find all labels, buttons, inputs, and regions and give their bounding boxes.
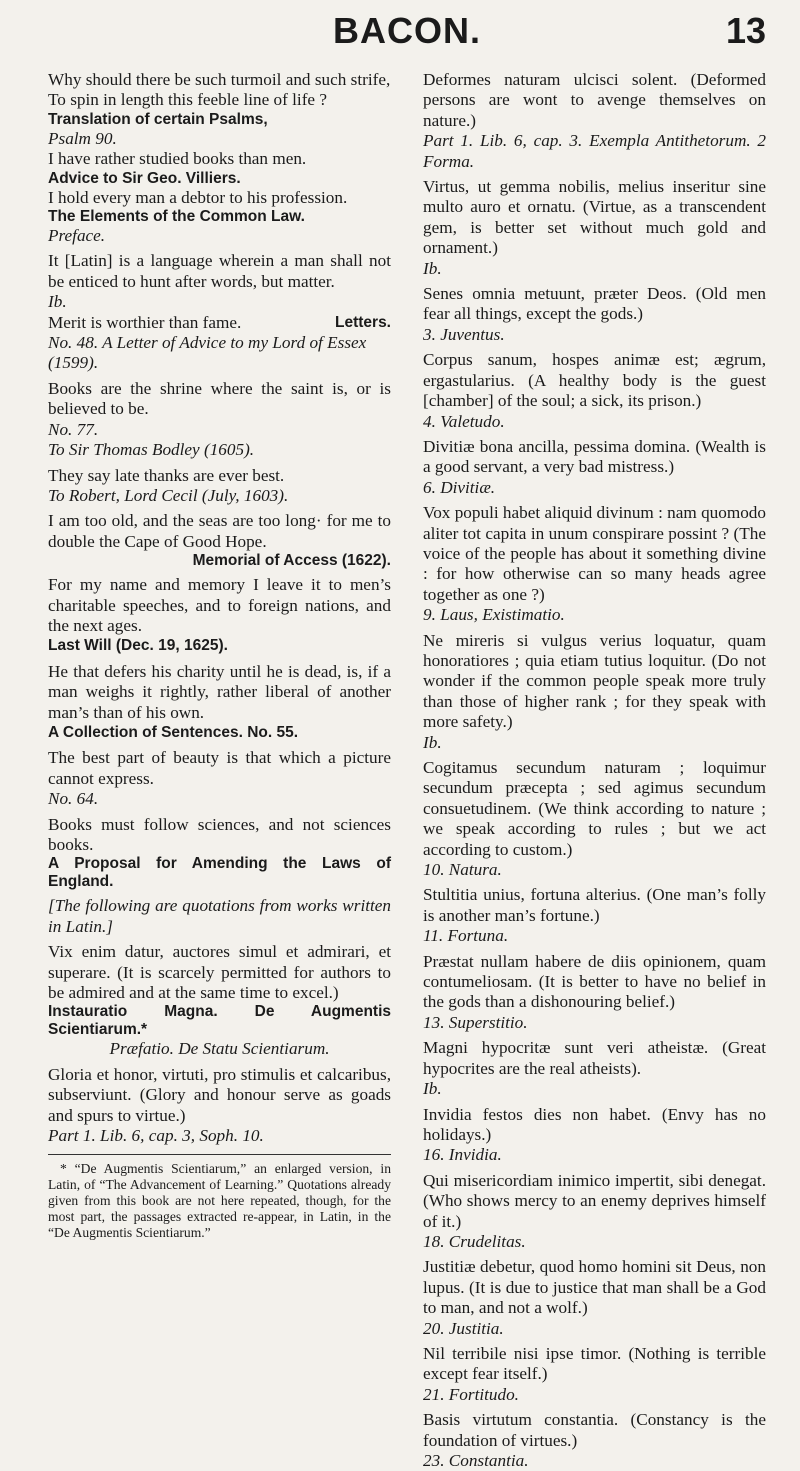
source-citation: 9. Laus, Existimatio.	[423, 605, 565, 625]
quote: It [Latin] is a language wherein a man shall not be enticed to hunt after words, but matter.	[48, 251, 391, 291]
source-citation: 4. Valetudo.	[423, 411, 505, 431]
quote: Books are the shrine where the saint is, or is believed to be.	[48, 378, 391, 419]
source-citation: 18. Crudelitas.	[423, 1231, 526, 1251]
quote: Nil terribile nisi ipse timor. (Nothing is terrible except fear itself.)	[423, 1343, 766, 1384]
quote: For my name and memory I leave it to men’s charitable speeches, and to foreign nations, and the next ages.	[48, 575, 391, 635]
source-heading: Last Will (Dec. 19, 1625).	[48, 637, 228, 655]
quote: Justitiæ debetur, quod homo homini sit Deus, non lupus. (It is due to justice that man shall be a God to man, and not a wolf.)	[423, 1257, 766, 1318]
quote	[48, 313, 391, 333]
left-column	[48, 70, 391, 1471]
quote: They say late thanks are ever best.	[48, 465, 285, 485]
running-title: BACON.	[333, 10, 481, 51]
source-citation: 20. Justitia.	[423, 1318, 504, 1338]
quote: Cogitamus secundum naturam ; loquimur secundum præcepta ; sed agimus secundum consuetudinem. (We think according to nature ; we speak according to rules ; but we act according to custom.)	[423, 758, 766, 859]
quote-line: To spin in length this feeble line of life ?	[48, 90, 327, 110]
source-citation: No. 64.	[48, 789, 99, 809]
source-citation: To Robert, Lord Cecil (July, 1603).	[48, 485, 289, 505]
source-citation: Preface.	[48, 226, 106, 246]
footnote-rule	[48, 1154, 391, 1155]
source-citation: 10. Natura.	[423, 860, 502, 880]
quote: Books must follow sciences, and not sciences books.	[48, 814, 391, 854]
quote: I have rather studied books than men.	[48, 149, 307, 169]
quote: Magni hypocritæ sunt veri atheistæ. (Great hypocrites are the real atheists).	[423, 1038, 766, 1078]
source-heading: Instauratio Magna. De Augmentis Scientiarum.*	[48, 1003, 391, 1039]
source-citation: Part 1. Lib. 6, cap. 3, Soph. 10.	[48, 1126, 264, 1146]
page-number: 13	[725, 10, 766, 51]
source-heading: Letters.	[335, 313, 391, 331]
quote: I am too old, and the seas are too long· for me to double the Cape of Good Hope.	[48, 511, 391, 551]
source-citation: Ib.	[423, 1079, 442, 1099]
source-citation: 3. Juventus.	[423, 324, 505, 344]
quote-text: Merit is worthier than fame.	[48, 312, 242, 332]
quote: Corpus sanum, hospes animæ est; ægrum, ergastularius. (A healthy body is the guest [chamber] of the soul; a sick, its prison.)	[423, 350, 766, 411]
source-citation: 11. Fortuna.	[423, 926, 509, 946]
source-heading: A Collection of Sentences. No. 55.	[48, 723, 299, 741]
quote: Vox populi habet aliquid divinum : nam quomodo aliter tot capita in unum conspirare possint ? (The voice of the people has about it something divine : for how otherwise can so many heads agree together as one ?)	[423, 503, 766, 604]
editorial-note: [The following are quotations from works written in Latin.]	[48, 896, 391, 936]
source-heading: Advice to Sir Geo. Villiers.	[48, 169, 241, 187]
source-citation: Part 1. Lib. 6, cap. 3. Exempla Antithetorum. 2 Forma.	[423, 131, 766, 171]
source-citation: No. 77.	[48, 419, 99, 439]
source-citation: Ib.	[48, 292, 67, 312]
two-column-body	[48, 70, 766, 1471]
source-citation: To Sir Thomas Bodley (1605).	[48, 440, 255, 460]
source-citation: Psalm 90.	[48, 128, 117, 148]
source-heading: A Proposal for Amending the Laws of England.	[48, 855, 391, 891]
page-header	[48, 0, 766, 60]
source-citation: 23. Constantia.	[423, 1451, 529, 1470]
quote: Divitiæ bona ancilla, pessima domina. (Wealth is a good servant, a very bad mistress.)	[423, 436, 766, 477]
source-heading: The Elements of the Common Law.	[48, 208, 305, 226]
quote: Deformes naturam ulcisci solent. (Deformed persons are wont to avenge themselves on nature.)	[423, 70, 766, 130]
source-citation: No. 48. A Letter of Advice to my Lord of Essex (1599).	[48, 333, 367, 373]
source-citation: 16. Invidia.	[423, 1145, 502, 1165]
quote-line: Why should there be such turmoil and such strife,	[48, 70, 391, 89]
quote: Basis virtutum constantia. (Constancy is the foundation of virtues.)	[423, 1410, 766, 1450]
source-citation: Ib.	[423, 732, 442, 752]
source-citation: 13. Superstitio.	[423, 1012, 528, 1032]
source-citation: 21. Fortitudo.	[423, 1384, 519, 1404]
quote: I hold every man a debtor to his profession.	[48, 187, 348, 207]
quote: Qui misericordiam inimico impertit, sibi denegat. (Who shows mercy to an enemy deprives himself of it.)	[423, 1170, 766, 1231]
quote: Gloria et honor, virtuti, pro stimulis et calcaribus, subserviunt. (Glory and honour serve as goads and spurs to virtue.)	[48, 1064, 391, 1125]
source-citation: Ib.	[423, 258, 442, 278]
quote: Virtus, ut gemma nobilis, melius inseritur sine multo auro et ornatu. (Virtue, as a transcendent gem, is better set without much gold and ornament.)	[423, 177, 766, 258]
quote: Ne mireris si vulgus verius loquatur, quam honoratiores ; quia etiam tutius loquitur. (Do not wonder if the common people speak more truly than those of higher rank ; for they speak with more safety.)	[423, 630, 766, 732]
quote: Invidia festos dies non habet. (Envy has no holidays.)	[423, 1104, 766, 1144]
footnote: * “De Augmentis Scientiarum,” an enlarged version, in Latin, of “The Advancement of Learning.” Quotations already given from this book are not here repeated, though, for the most part, the passages extracted re-appear, in Latin, in the “De Augmentis Scientiarum.”	[48, 1161, 391, 1241]
quote: Præstat nullam habere de diis opinionem, quam contumeliosam. (It is better to have no belief in the gods than a dishonouring belief.)	[423, 951, 766, 1012]
quote: Stultitia unius, fortuna alterius. (One man’s folly is another man’s fortune.)	[423, 885, 766, 925]
source-citation: Præfatio. De Statu Scientiarum.	[109, 1039, 330, 1059]
source-heading: Translation of certain Psalms,	[48, 110, 268, 128]
quote: He that defers his charity until he is dead, is, if a man weighs it rightly, rather liberal of another man’s than of his own.	[48, 661, 391, 722]
source-citation: 6. Divitiæ.	[423, 477, 496, 497]
quote: Vix enim datur, auctores simul et admirari, et superare. (It is scarcely permitted for authors to be admired and at the same time to excel.)	[48, 942, 391, 1003]
quote: The best part of beauty is that which a picture cannot express.	[48, 748, 391, 788]
right-column	[423, 70, 766, 1471]
source-heading: Memorial of Access (1622).	[192, 552, 391, 570]
quote: Senes omnia metuunt, præter Deos. (Old men fear all things, except the gods.)	[423, 284, 766, 324]
